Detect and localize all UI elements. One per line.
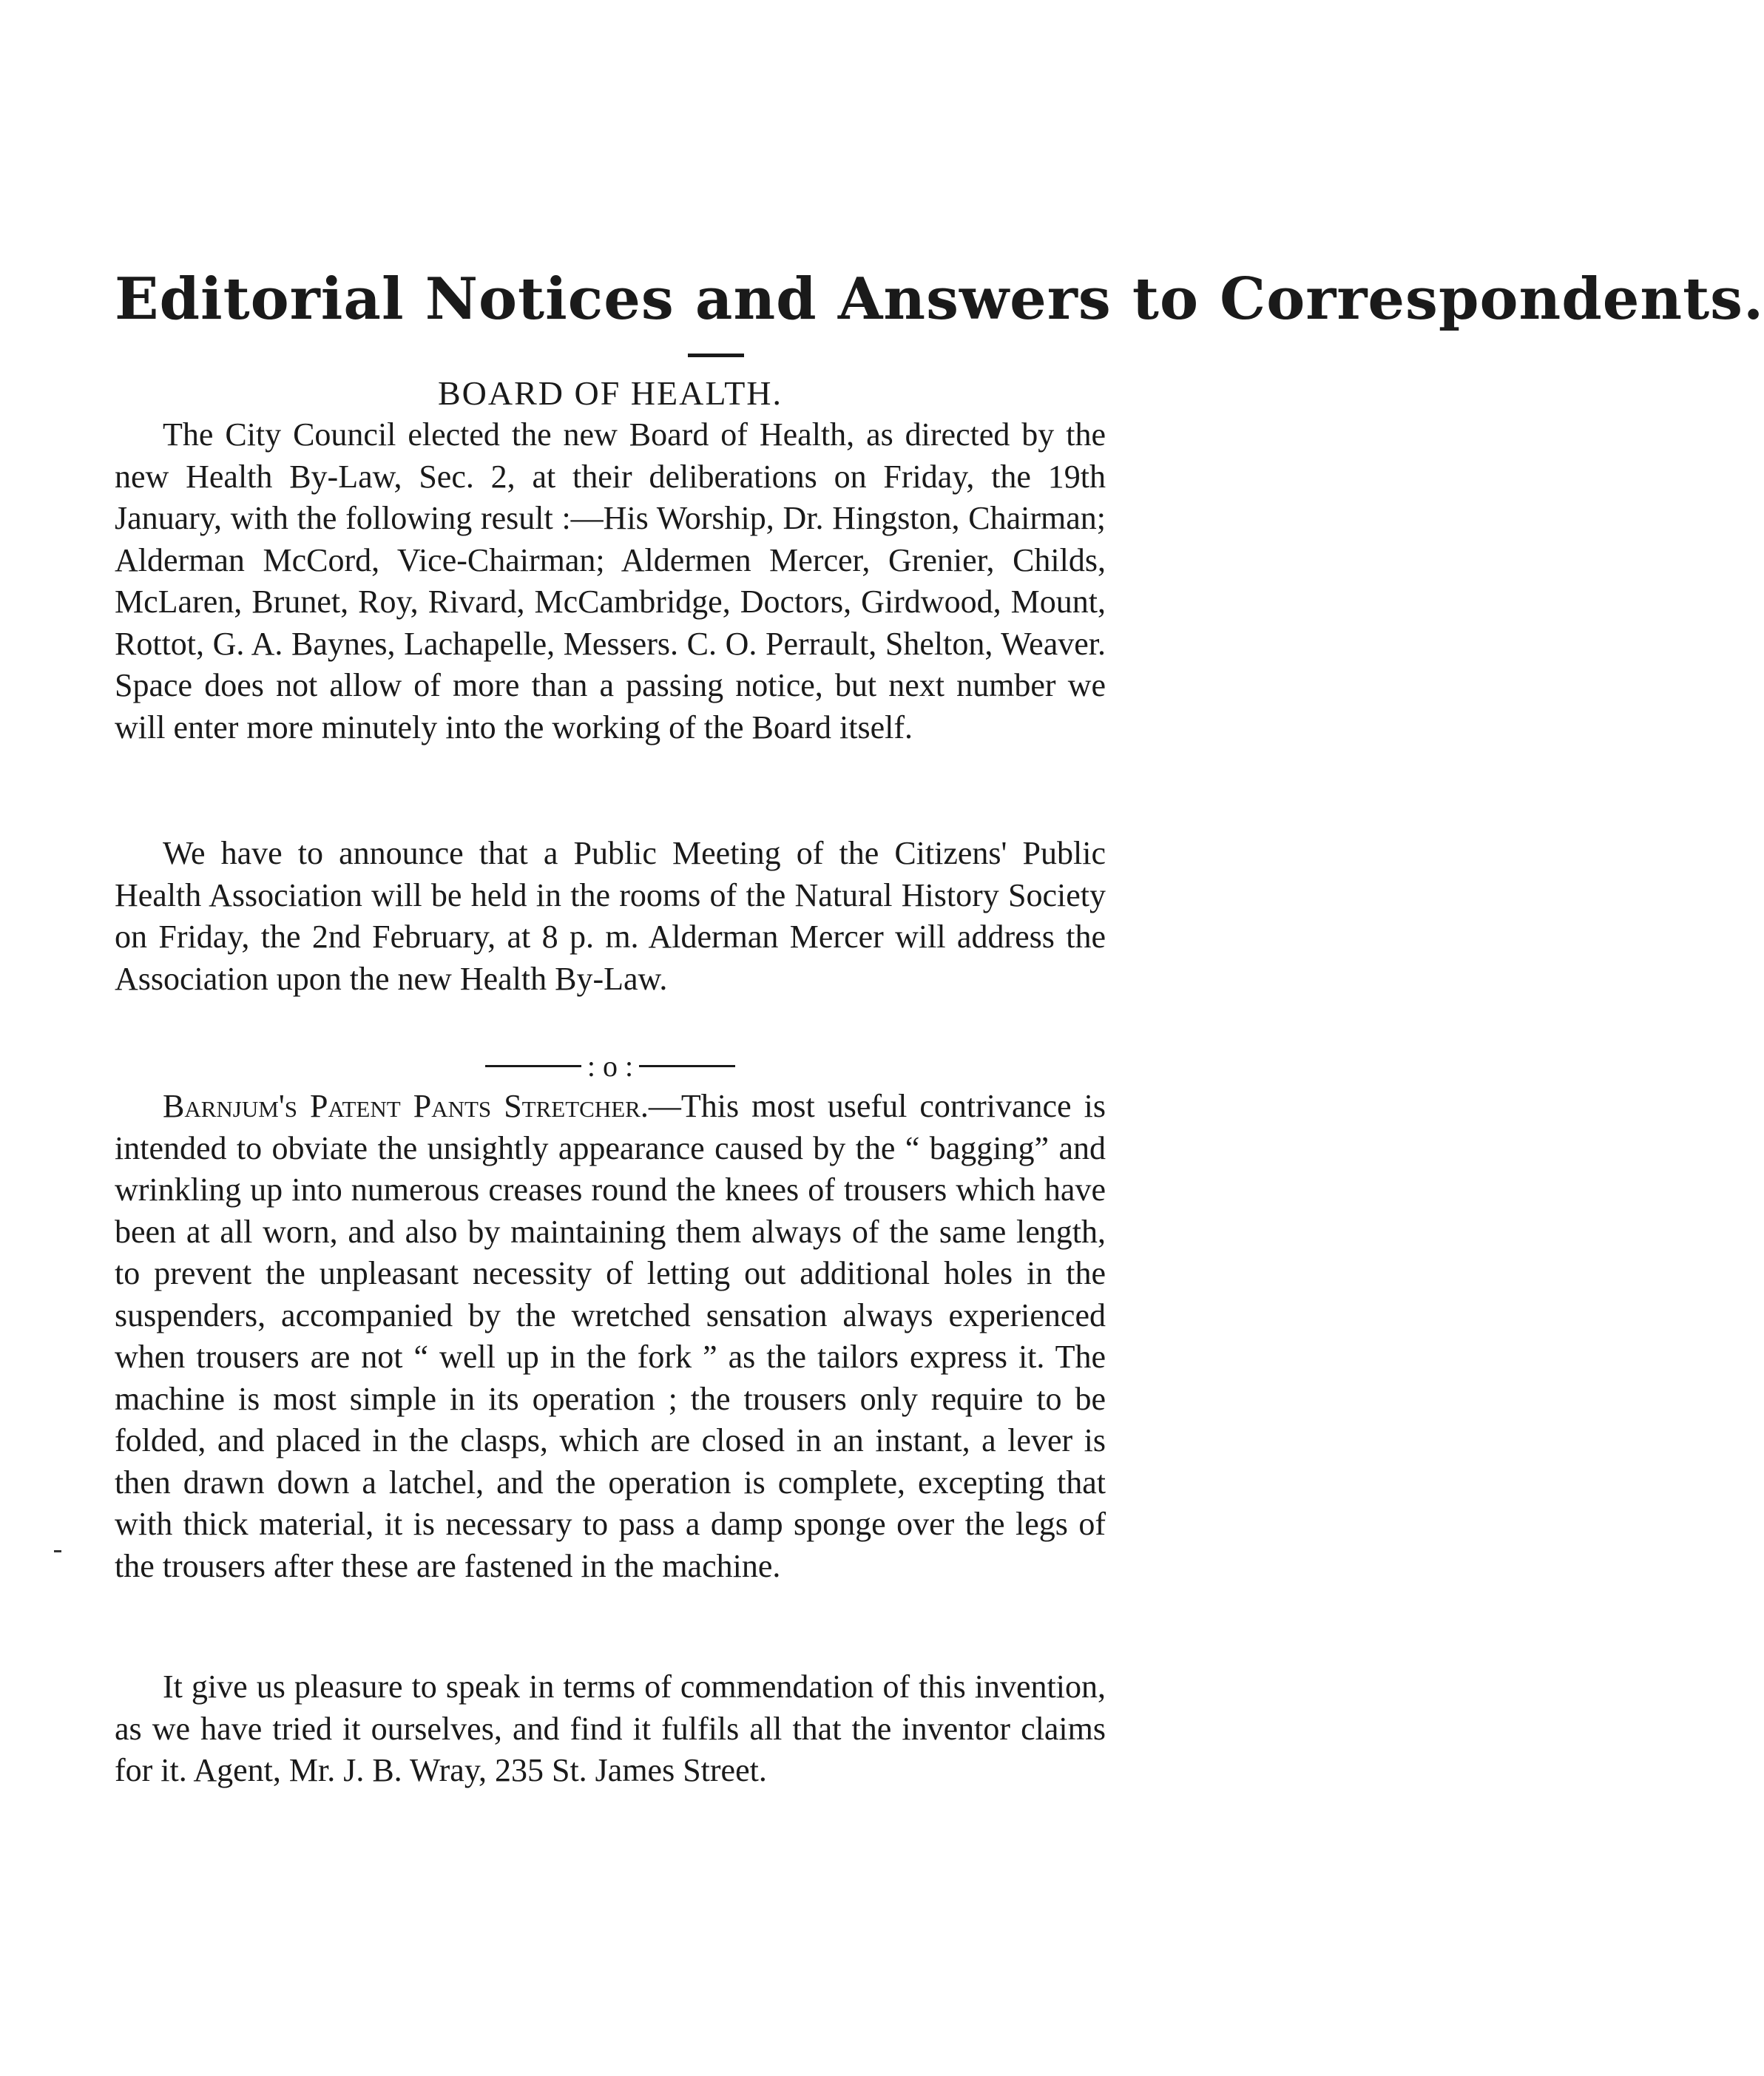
section-separator [115,1047,1106,1084]
separator-line-right [639,1065,735,1067]
separator-mark: : o : [587,1049,634,1083]
masthead-rule [688,354,744,357]
masthead-title: Editorial Notices and Answers to Correspondents. [115,266,1764,333]
paragraph-board-election [115,414,1106,748]
paragraph-public-meeting [115,833,1106,1000]
paragraph-lead-in: Barnjum's Patent Pants Stretcher. [163,1088,649,1124]
paragraph-pants-stretcher [115,1086,1106,1587]
margin-mark [54,1550,61,1552]
document-page [115,0,1764,2076]
separator-line-left [485,1065,581,1067]
paragraph-text: We have to announce that a Public Meeting of the Citizens' Public Health Association will be held in the rooms of the Natural History Society on Friday, the 2nd February, at 8 p. m. Alderman Mercer will address the Association upon the new Health By-Law. [115,835,1106,997]
paragraph-text: The City Council elected the new Board of Health, as directed by the new Health By-Law, Sec. 2, at their deliberations on Friday, the 19th January, with the following result :—His Worship, Dr. Hingston, Chairman; Alderman McCord, Vice-Chairman; Aldermen Mercer, Grenier, Childs, McLaren, Brunet, Roy, Rivard, McCambridge, Doctors, Girdwood, Mount, Rottot, G. A. Baynes, Lachapelle, Messers. C. O. Perrault, Shelton, Weaver. Space does not allow of more than a passing notice, but next number we will enter more minutely into the working of the Board itself. [115,416,1106,745]
paragraph-text: It give us pleasure to speak in terms of commendation of this invention, as we have tried it ourselves, and find it fulfils all that the inventor claims for it. Agent, Mr. J. B. Wray, 235 St. James Street. [115,1668,1106,1788]
section-heading: BOARD OF HEALTH. [437,374,783,412]
paragraph-commendation [115,1666,1106,1792]
paragraph-text: —This most useful contrivance is intended to obviate the unsightly appearance caused by the “ bagging” and wrinkling up into numerous creases round the knees of trousers which have been at all worn, and also by maintaining them always of the same length, to prevent the unpleasant necessity of letting out additional holes in the suspenders, accompanied by the wretched sensation always experienced when trousers are not “ well up in the fork ” as the tailors express it. The machine is most simple in its operation ; the trousers only require to be folded, and placed in the clasps, which are closed in an instant, a lever is then drawn down a latchel, and the operation is complete, excepting that with thick material, it is necessary to pass a damp sponge over the legs of the trousers after these are fastened in the machine. [115,1088,1106,1584]
